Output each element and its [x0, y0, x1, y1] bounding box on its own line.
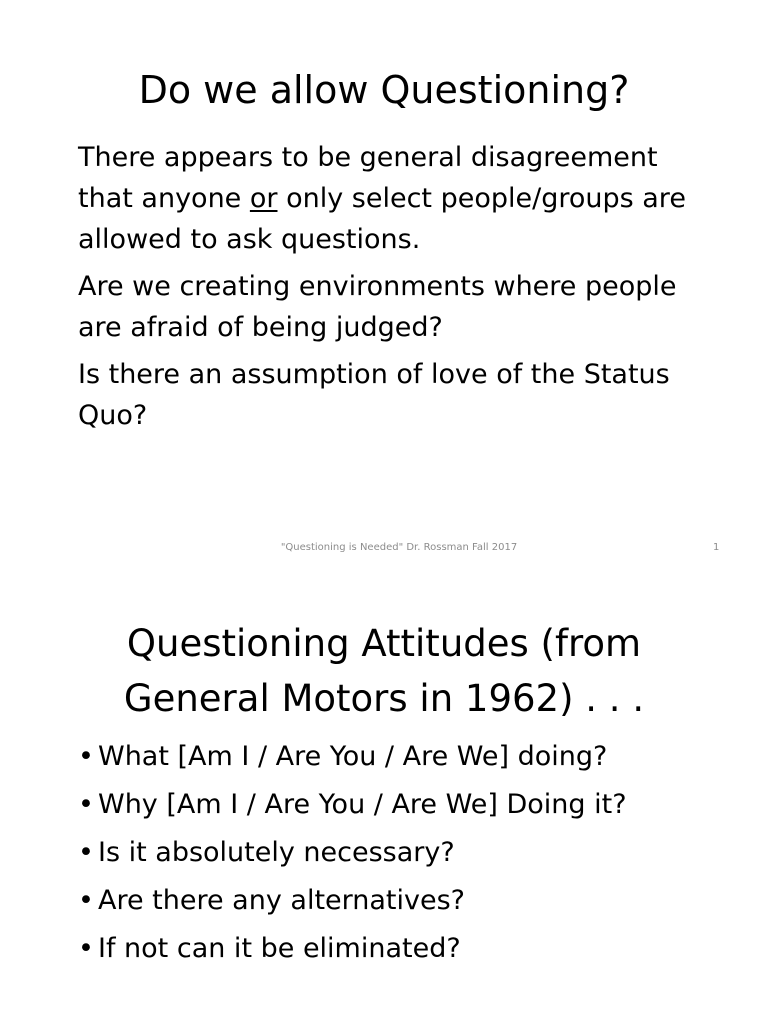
list-item-text: What [Am I / Are You / Are We] doing? [98, 741, 608, 772]
bullet-icon: • [78, 885, 94, 916]
list-item [78, 781, 738, 829]
slide-2-title-line-2: General Motors in 1962) . . . [123, 677, 645, 720]
slide-2-title-line-1: Questioning Attitudes (from [126, 622, 642, 665]
list-item [78, 829, 738, 877]
list-item-text: If not can it be eliminated? [98, 933, 461, 964]
list-item [78, 877, 738, 925]
paragraph-disagreement-start: There appears to be general disagreement that anyone [78, 142, 658, 214]
list-item [78, 925, 738, 973]
list-item [78, 733, 738, 781]
paragraph-disagreement-end: only select people/groups are allowed to ask questions. [78, 183, 686, 255]
questioning-attitudes-list [78, 733, 738, 973]
list-item-text: Are there any alternatives? [98, 885, 466, 916]
page-number: 1 [713, 542, 720, 553]
list-item-text: Why [Am I / Are You / Are We] Doing it? [98, 789, 627, 820]
slide-2 [0, 570, 768, 1024]
slide-2-title [0, 616, 768, 726]
slide-1-body [78, 137, 708, 442]
paragraph-disagreement [78, 137, 708, 260]
slide-1-title: Do we allow Questioning? [138, 68, 630, 112]
underlined-or: or [249, 183, 278, 214]
list-item-text: Is it absolutely necessary? [98, 837, 455, 868]
paragraph-status-quo: Is there an assumption of love of the Status Quo? [78, 359, 670, 431]
bullet-icon: • [78, 741, 94, 772]
bullet-icon: • [78, 789, 94, 820]
bullet-icon: • [78, 933, 94, 964]
footer-text: "Questioning is Needed" Dr. Rossman Fall 2017 [280, 542, 518, 553]
bullet-icon: • [78, 837, 94, 868]
paragraph-environments: Are we creating environments where people are afraid of being judged? [78, 271, 677, 343]
